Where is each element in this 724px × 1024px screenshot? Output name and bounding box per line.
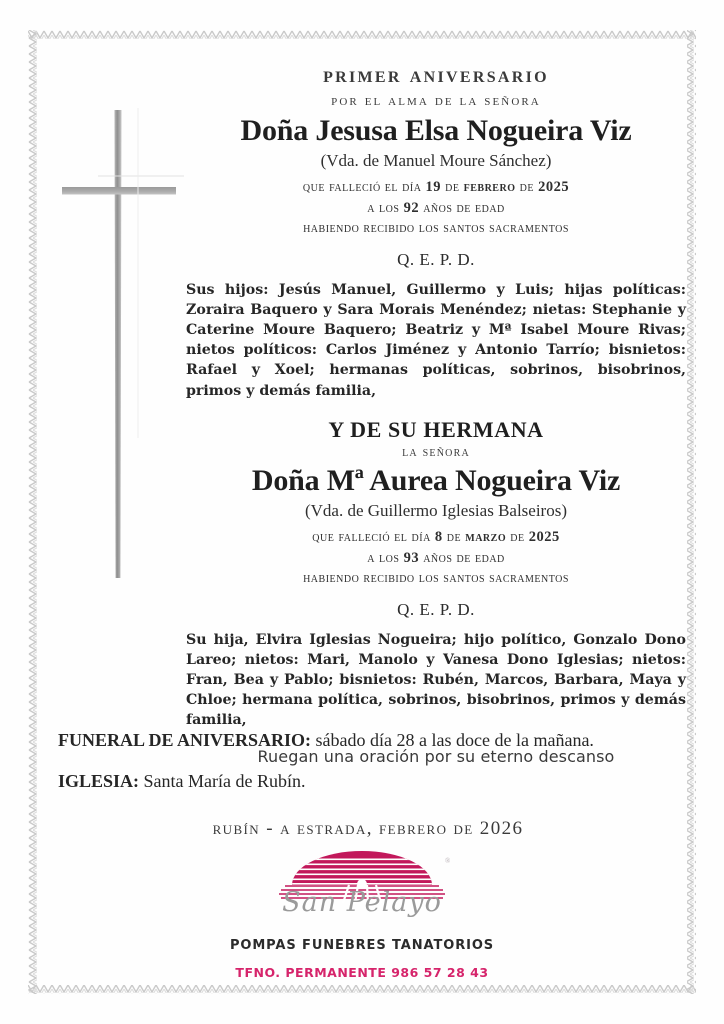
- deceased-1-sacraments: habiendo recibido los santos sacramentos: [303, 220, 569, 237]
- prayer-request: Ruegan una oración por su eterno descanso: [257, 746, 615, 766]
- church-detail: Santa María de Rubín.: [139, 771, 306, 792]
- svg-text:San Pelayo: San Pelayo: [282, 887, 442, 917]
- death-day-2: 8: [434, 529, 443, 546]
- death-month-1: febrero: [463, 179, 516, 196]
- deceased-2-qepd: Q. E. P. D.: [397, 599, 475, 619]
- deceased-2-age: [186, 549, 686, 569]
- funeral-label: FUNERAL DE ANIVERSARIO:: [58, 730, 312, 750]
- death-mid-1: de: [441, 179, 464, 196]
- deceased-2-family-list: Su hija, Elvira Iglesias Nogueira; hijo político, Gonzalo Dono Lareo; nietos: Mari, Manolo y Vanesa Dono Iglesias; nietos: Fran, Bea y Pablo; bisnietos: Rubén, Marcos, Barbara, Maya y Chloe; hermana política, sobrinos, bisobrinos, primos y demás familia,: [186, 631, 686, 729]
- deceased-1-family-list: Sus hijos: Jesús Manuel, Guillermo y Luis; hijas políticas: Zoraira Baquero y Sara Morais Menéndez; nietas: Stephanie y Caterine Moure Baquero; Beatriz y Mª Isabel Moure Rivas; nietos políticos: Carlos Jiménez y Antonio Tarrío; bisnietos: Rafael y Xoel; hermanas políticas, sobrinos, bisobrinos, primos y demás familia,: [186, 281, 686, 399]
- heading-la-senora: la señora: [402, 443, 470, 460]
- deceased-2-widow-of: (Vda. de Guillermo Iglesias Balseiros): [304, 500, 567, 520]
- church-line: [58, 769, 678, 794]
- deceased-2-name: Doña Mª Aurea Nogueira Viz: [251, 463, 621, 497]
- death-prefix-1: que falleció el día: [302, 179, 426, 196]
- death-suffix-2: de: [506, 529, 529, 546]
- notice-content: [186, 62, 686, 766]
- deceased-1-name: Doña Jesusa Elsa Nogueira Viz: [240, 113, 632, 147]
- cross-icon: [58, 108, 184, 588]
- age-suffix-2: años de edad: [419, 549, 505, 566]
- funeral-detail: sábado día 28 a las doce de la mañana.: [311, 730, 594, 750]
- place-and-date: rubín - a estrada, febrero de 2026: [212, 818, 524, 840]
- church-label: IGLESIA:: [58, 771, 140, 792]
- permanent-phone: TFNO. PERMANENTE 986 57 28 43: [235, 965, 489, 980]
- logo-trademark-symbol: ®: [445, 857, 451, 865]
- san-pelayo-logo-icon: [257, 845, 467, 917]
- deceased-1-age: [186, 199, 686, 219]
- age-prefix-1: a los: [367, 199, 404, 216]
- death-month-2: marzo: [465, 529, 507, 546]
- company-name: POMPAS FUNEBRES TANATORIOS: [229, 938, 495, 953]
- funeral-home-logo-wrap: [0, 845, 724, 922]
- deceased-2-sacraments: habiendo recibido los santos sacramentos: [303, 570, 569, 587]
- age-suffix-1: años de edad: [419, 199, 505, 216]
- age-value-2: 93: [403, 549, 420, 566]
- deceased-2-death-date: [186, 528, 686, 548]
- deceased-1-widow-of: (Vda. de Manuel Moure Sánchez): [320, 150, 552, 170]
- heading-por-el-alma: por el alma de la señora: [331, 93, 541, 110]
- heading-primer-aniversario: primer aniversario: [323, 62, 549, 87]
- deceased-1-death-date: [186, 178, 686, 198]
- death-suffix-1: de: [515, 179, 539, 196]
- death-prefix-2: que falleció el día: [312, 529, 435, 546]
- heading-y-de-su-hermana: Y DE SU HERMANA: [328, 416, 544, 442]
- age-value-1: 92: [403, 199, 420, 216]
- deceased-1-qepd: Q. E. P. D.: [397, 249, 475, 269]
- age-prefix-2: a los: [367, 549, 404, 566]
- death-mid-2: de: [442, 529, 466, 546]
- death-year-2: 2025: [528, 529, 560, 546]
- funeral-line: [58, 728, 678, 753]
- death-year-1: 2025: [538, 179, 570, 196]
- death-day-1: 19: [425, 179, 442, 196]
- service-details: [58, 728, 678, 840]
